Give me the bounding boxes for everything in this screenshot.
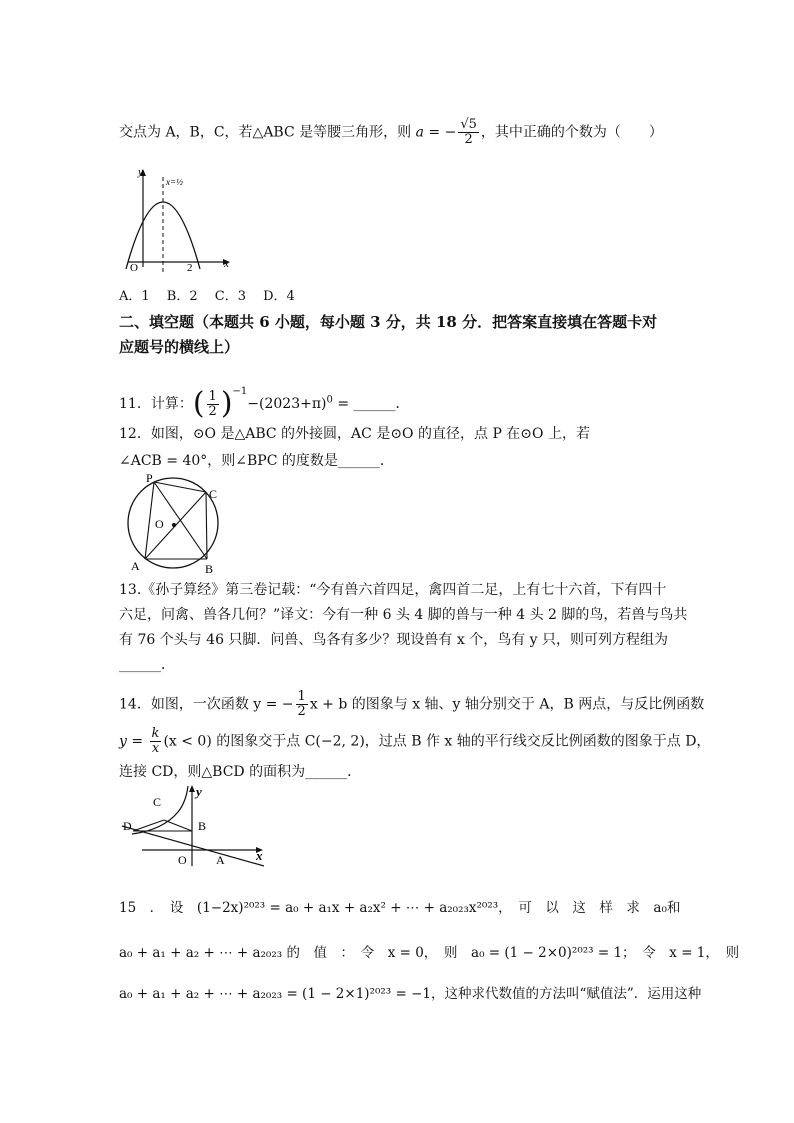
segment-cb (206, 492, 207, 559)
label-o: O (178, 853, 187, 867)
section2-heading-line2: 应题号的横线上） (119, 338, 240, 356)
q10-fraction: $\frac{√5}{2}$ (460, 117, 477, 147)
y-axis-arrow (189, 785, 195, 792)
q13-line3: 有 76 个头与 46 只脚．问兽、鸟各有多少？现设兽有 x 个，鸟有 y 只，则可列方程组为 (119, 632, 669, 648)
q13-line1: 13.《孙子算经》第三卷记载：“今有兽六首四足，禽四首二足，上有七十六首，下有四十 (119, 582, 667, 598)
label-y: y (196, 784, 202, 799)
segment-pa (145, 482, 154, 559)
label-x: x (256, 848, 263, 863)
label-a: A (131, 559, 140, 573)
q12-line1: 12．如图，⊙O 是△ABC 的外接圆，AC 是⊙O 的直径，点 P 在⊙O 上，若 (119, 426, 590, 442)
y-axis-label: y (138, 166, 143, 178)
section2-heading-line1: 二、填空题（本题共 6 小题，每小题 3 分，共 18 分．把答案直接填在答题卡对 (119, 313, 658, 331)
q15-line3: a₀ + a₁ + a₂ + ⋯ + a₂₀₂₃ = (1 − 2×1)²⁰²³ = −1，这种求代数值的方法叫“赋值法”．运用这种 (119, 986, 702, 1002)
q14-line3: 连接 CD，则△BCD 的面积为______． (119, 764, 362, 780)
q12-circle-figure (118, 472, 228, 576)
center-dot (172, 523, 176, 527)
origin-label: O (130, 262, 138, 274)
q10-options: A．1 B．2 C．3 D．4 (119, 289, 295, 304)
q10-stem: 交点为 A，B，C，若△ABC 是等腰三角形，则 a = − $\frac{√5}{2}$ ，其中正确的个数为（ ） (119, 117, 663, 147)
hyperbola-branch (132, 786, 188, 834)
label-o: O (155, 517, 164, 531)
q13-line2: 六足，问禽、兽各几何？”译文：今有一种 6 头 4 脚的兽与一种 4 头 2 脚的鸟，若兽与鸟共 (119, 607, 688, 623)
q11-stem: 11．计算：( $\frac{1}{2}$ )$^{-1}-(2023+\pi)^0$ = ______． (119, 386, 410, 421)
q15-line1: 15 ． 设 (1−2x)²⁰²³ = a₀ + a₁x + a₂x² + ⋯ + a₂₀₂₃x²⁰²³， 可 以 这 样 求 a₀和 (119, 900, 681, 916)
label-c: C (209, 487, 218, 501)
q10-parabola-figure (118, 165, 238, 275)
label-p: P (146, 472, 153, 485)
q12-line2: ∠ACB = 40°，则∠BPC 的度数是______． (119, 453, 394, 469)
q15-line2: a₀ + a₁ + a₂ + ⋯ + a₂₀₂₃ 的 值 ： 令 x = 0， 则 a₀ = (1 − 2×0)²⁰²³ = 1； 令 x = 1， 则 (119, 945, 740, 961)
label-b: B (205, 562, 214, 576)
vline-label: x=½ (166, 177, 183, 187)
label-d: D (123, 819, 132, 833)
q14-function-figure (118, 780, 268, 870)
segment-cd (133, 820, 164, 831)
linear-function-line (122, 826, 264, 866)
q13-line4: ______． (119, 657, 175, 673)
x-axis-label: x (224, 258, 229, 270)
two-label: 2 (187, 262, 193, 274)
segment-cb (164, 820, 192, 831)
q14-line2: y = $\frac{k}{x}$ (x < 0) 的图象交于点 C(−2, 2)，过点 B 作 x 轴的平行线交反比例函数的图象于点 D， (119, 726, 711, 756)
label-b: B (198, 819, 207, 833)
segment-pc (154, 482, 206, 492)
label-c: C (153, 795, 162, 809)
label-a: A (216, 853, 225, 867)
q14-line1: 14．如图，一次函数 y = − $\frac{1}{2}$ x + b 的图象与 x 轴、y 轴分别交于 A，B 两点，与反比例函数 (119, 689, 705, 719)
